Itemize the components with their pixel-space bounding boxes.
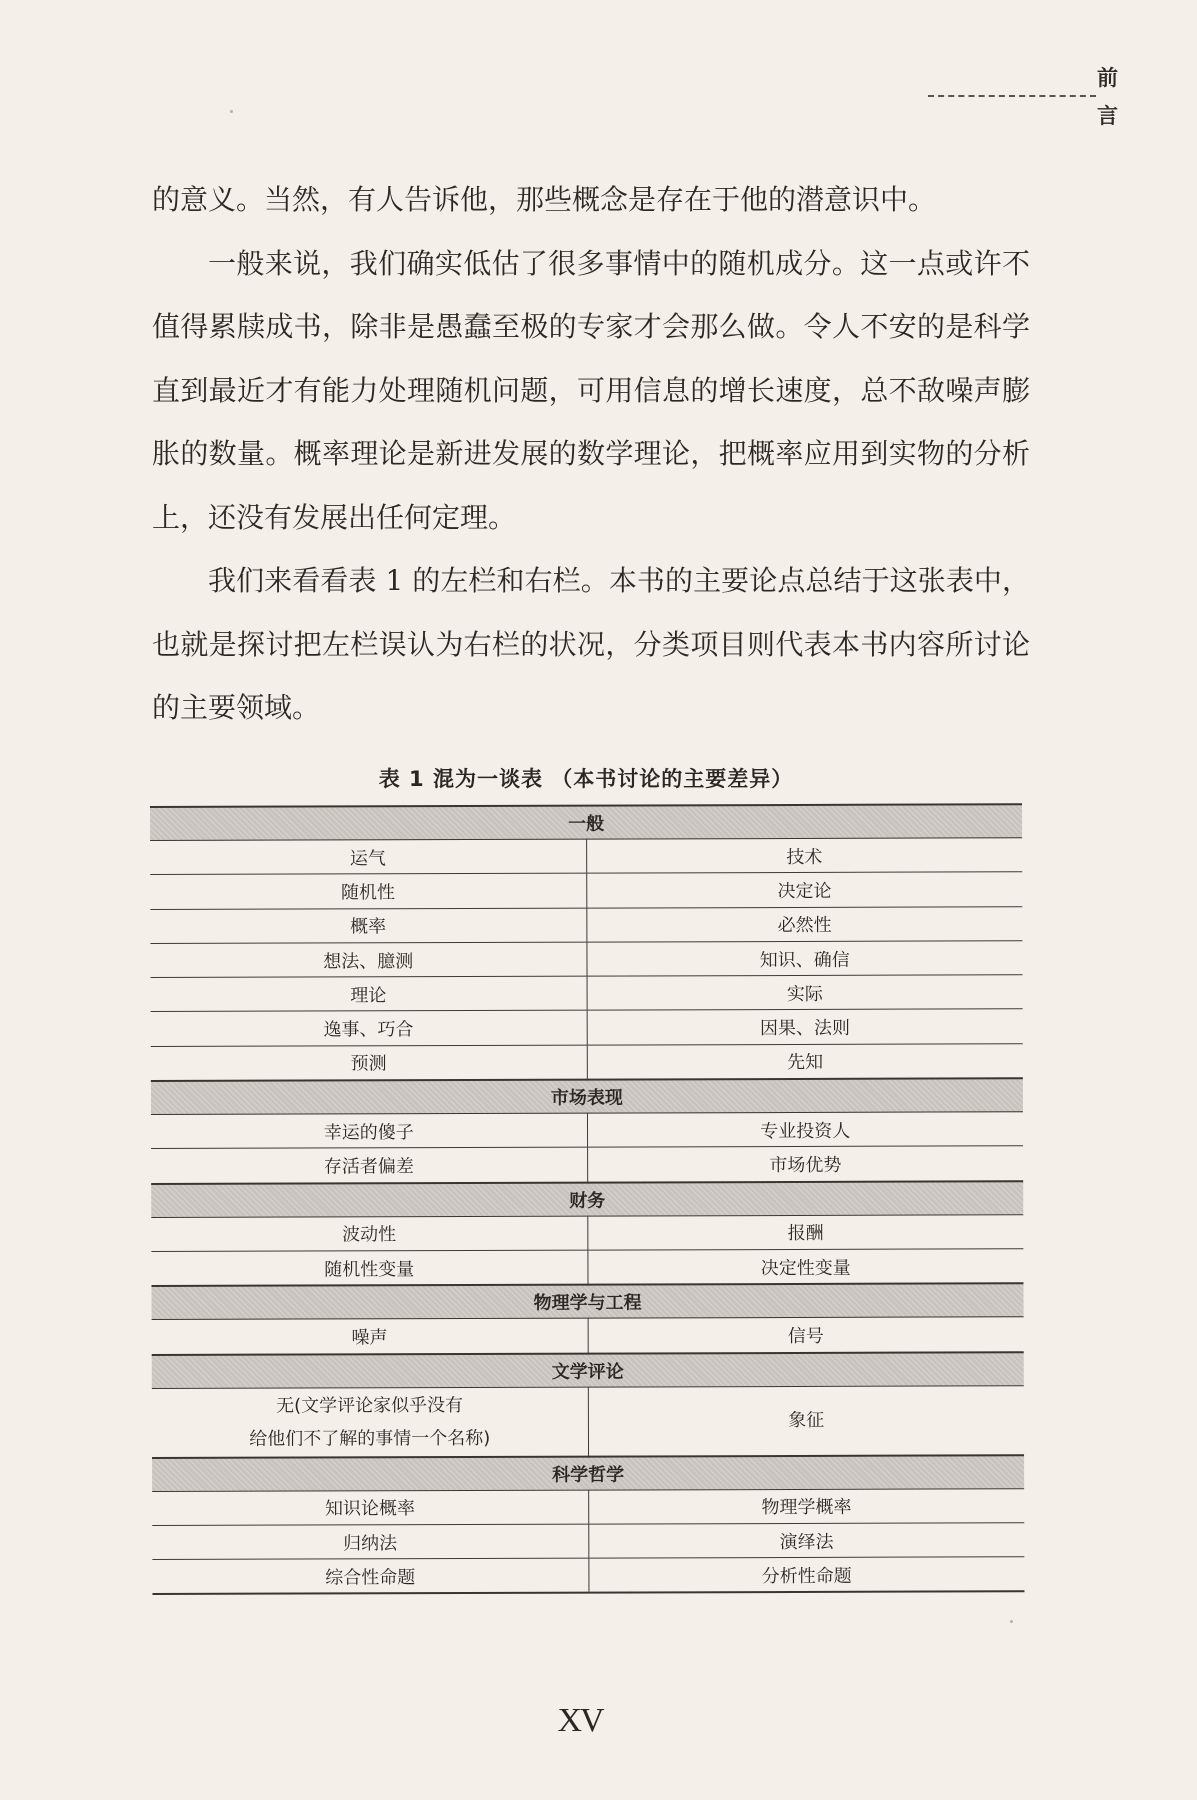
section-title: 一般 [150, 804, 1022, 840]
table-row [152, 1488, 1024, 1525]
left-cell: 存活者偏差 [151, 1148, 587, 1184]
left-cell: 逸事、巧合 [151, 1011, 587, 1047]
paper-speck [230, 110, 233, 113]
table-row [152, 1557, 1024, 1595]
table-row [151, 1214, 1023, 1251]
left-cell: 随机性变量 [151, 1250, 587, 1286]
table-row [150, 838, 1022, 875]
right-cell: 专业投资人 [587, 1112, 1023, 1148]
right-cell: 先知 [587, 1044, 1023, 1080]
paragraph: 的意义。当然，有人告诉他，那些概念是存在于他的潜意识中。 [152, 183, 937, 216]
paragraph: 一般来说，我们确实低估了很多事情中的随机成分。这一点或许不值得累牍成书，除非是愚蠢至极的专家才会那么做。令人不安的是科学直到最近才有能力处理随机问题，可用信息的增长速度，总不敌噪声膨胀的数量。概率理论是新进发展的数学理论，把概率应用到实物的分析上，还没有发展出任何定理。 [152, 246, 1030, 534]
table-row [151, 1044, 1023, 1082]
table-row [151, 1112, 1023, 1149]
right-cell: 物理学概率 [588, 1488, 1024, 1524]
left-cell: 综合性命题 [152, 1558, 588, 1594]
table-section-header [152, 1352, 1024, 1388]
right-cell: 象征 [588, 1385, 1024, 1456]
left-cell: 噪声 [152, 1318, 588, 1354]
right-cell: 决定性变量 [587, 1249, 1023, 1285]
left-cell: 运气 [150, 839, 586, 875]
running-header-bottom-char: 言 [1097, 103, 1118, 128]
left-cell: 知识论概率 [152, 1490, 588, 1526]
running-header-top-char: 前 [1097, 65, 1118, 90]
left-cell: 概率 [150, 908, 586, 944]
section-title: 市场表现 [151, 1078, 1023, 1114]
comparison-table [150, 803, 1024, 1595]
table-row [150, 941, 1022, 978]
right-cell: 演绎法 [588, 1523, 1024, 1559]
right-cell: 分析性命题 [588, 1557, 1024, 1593]
right-cell: 技术 [586, 838, 1022, 874]
left-cell: 幸运的傻子 [151, 1113, 587, 1149]
table-section-header [151, 1078, 1023, 1114]
table-row [151, 975, 1023, 1012]
right-cell: 知识、确信 [586, 941, 1022, 977]
table-section-header [150, 804, 1022, 840]
paragraph: 我们来看看表 1 的左栏和右栏。本书的主要论点总结于这张表中，也就是探讨把左栏误认为右栏的状况，分类项目则代表本书内容所讨论的主要领域。 [152, 564, 1030, 724]
section-title: 文学评论 [152, 1352, 1024, 1388]
table-row [151, 1146, 1023, 1184]
right-cell: 报酬 [587, 1214, 1023, 1250]
table-row [152, 1523, 1024, 1560]
table-caption: 表 1 混为一谈表 （本书讨论的主要差异） [378, 767, 794, 791]
running-header [920, 55, 1120, 135]
table-section-header [151, 1181, 1023, 1217]
page-number: XV [557, 1702, 603, 1739]
comparison-table-wrapper [150, 803, 1024, 1595]
right-cell: 因果、法则 [587, 1009, 1023, 1045]
paper-speck [1010, 1620, 1013, 1623]
left-cell-line: 无(文学评论家似乎没有 [276, 1394, 464, 1417]
left-cell: 随机性 [150, 873, 586, 909]
left-cell: 预测 [151, 1045, 587, 1081]
left-cell: 归纳法 [152, 1524, 588, 1560]
body-text [152, 168, 1030, 740]
section-title: 科学哲学 [152, 1455, 1024, 1491]
table-section-header [152, 1284, 1024, 1320]
table-row [150, 906, 1022, 943]
section-title: 物理学与工程 [152, 1284, 1024, 1320]
left-cell-line: 给他们不了解的事情一个名称) [249, 1427, 491, 1450]
table-row [151, 1009, 1023, 1046]
running-header-rule [928, 95, 1096, 97]
table-row [152, 1317, 1024, 1355]
left-cell: 理论 [151, 976, 587, 1012]
right-cell: 市场优势 [587, 1146, 1023, 1182]
section-title: 财务 [151, 1181, 1023, 1217]
table-row [152, 1385, 1024, 1457]
right-cell: 信号 [588, 1317, 1024, 1353]
right-cell: 实际 [587, 975, 1023, 1011]
right-cell: 决定论 [586, 872, 1022, 908]
right-cell: 必然性 [586, 906, 1022, 942]
left-cell: 波动性 [151, 1216, 587, 1252]
left-cell [152, 1387, 588, 1458]
table-section-header [152, 1455, 1024, 1491]
left-cell: 想法、臆测 [150, 942, 586, 978]
table-row [151, 1249, 1023, 1287]
table-row [150, 872, 1022, 909]
